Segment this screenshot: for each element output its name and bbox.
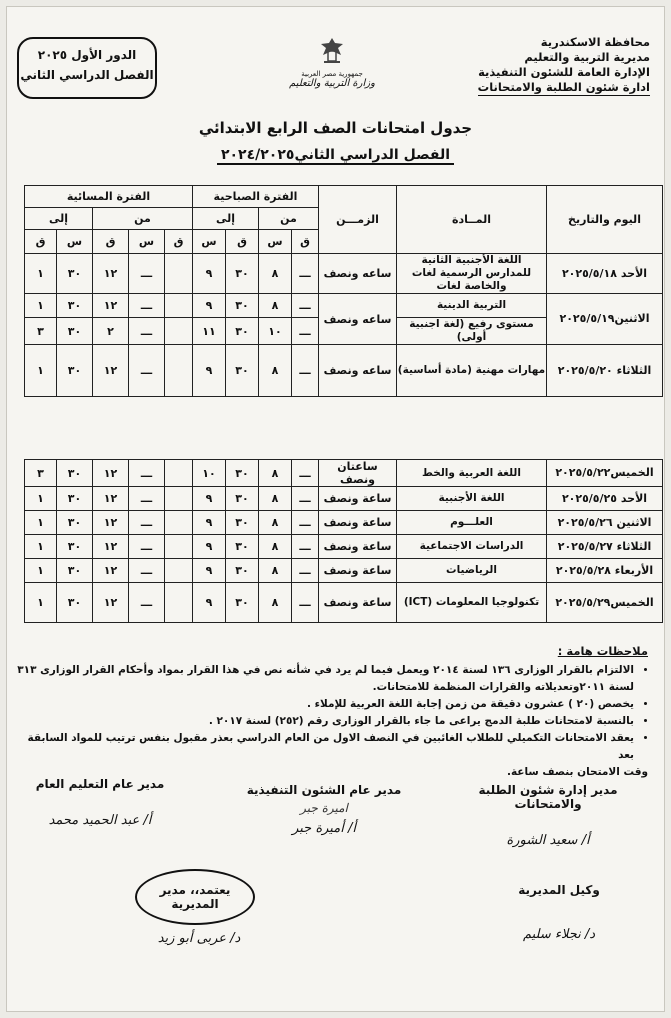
admin-line: الإدارة العامة للشئون التنفيذية — [478, 65, 650, 79]
table-row — [25, 559, 663, 583]
cell: ٣٠ — [226, 294, 259, 318]
signature-scribble: اميرة جبر — [300, 801, 348, 815]
cell: ٣٠ — [57, 535, 93, 559]
note-tail: وقت الامتحان بنصف ساعة. — [506, 766, 648, 778]
row-duration: ساعة ونصف — [319, 511, 397, 535]
row-duration: ساعة ونصف — [319, 487, 397, 511]
cell: ١٢ — [93, 345, 129, 397]
department-line: ادارة شئون الطلبة والامتحانات — [477, 80, 650, 94]
note-item: • الالتزام بالقرار الوزارى ١٣٦ لسنة ٢٠١٤ ويعمل فيما لم يرد في شأنه نص في هذا القرار بمواد وأحكام القرار الوزارى ٣١٣ لسنة ٢٠١١وتعديلاته والقرارات المنظمة للامتحانات. — [8, 662, 634, 696]
cell: ٨ — [259, 583, 292, 623]
header-evening-from: من — [93, 208, 193, 230]
eagle-icon — [317, 35, 347, 65]
cell: ٣٠ — [57, 460, 93, 487]
cell: ـــ — [129, 294, 165, 318]
cell: ـــ — [129, 511, 165, 535]
row-subject: العلـــوم — [397, 511, 547, 535]
directorate-line: مديرية التربية والتعليم — [524, 50, 650, 64]
cell: ١٢ — [93, 583, 129, 623]
header-q: ق — [93, 230, 129, 254]
cell: ـــ — [292, 559, 319, 583]
cell: ٨ — [259, 294, 292, 318]
cell: ٢ — [93, 318, 129, 345]
semester-label: الفصل الدراسي الثاني — [20, 68, 154, 82]
cell: ٩ — [193, 254, 226, 294]
row-date: الاثنين٢٠٢٥/٥/١٩ — [547, 294, 663, 345]
signature-title: مدير عام الشئون التنفيذية — [246, 783, 402, 797]
signature-director — [119, 925, 279, 946]
cell: ـــ — [292, 535, 319, 559]
cell: ٩ — [193, 487, 226, 511]
exam-table-first — [24, 185, 663, 397]
table-row — [25, 254, 663, 294]
cell: ٩ — [193, 345, 226, 397]
cell — [165, 559, 193, 583]
header-s: س — [57, 230, 93, 254]
row-date: الأربعاء ٢٠٢٥/٥/٢٨ — [547, 559, 663, 583]
table-row — [25, 460, 663, 487]
cell: ٣٠ — [57, 318, 93, 345]
row-subject: التربية الدينية — [397, 294, 547, 318]
note-item: • يعقد الامتحانات التكميلي للطلاب الغائبين في النصف الاول من العام الدراسي بعذر مقبول بنفس ترتيب للمواد السابقة بعد — [8, 730, 634, 764]
signature-title: مدير إدارة شئون الطلبة والامتحانات — [478, 783, 618, 811]
row-subject: اللغة الأجنبية — [397, 487, 547, 511]
cell: ١٢ — [93, 460, 129, 487]
emblem-script: وزارة التربية والتعليم — [289, 78, 375, 89]
row-subject: تكنولوجيا المعلومات (ICT) — [397, 583, 547, 623]
cell: ١٢ — [93, 294, 129, 318]
row-duration: ساعة ونصف — [319, 535, 397, 559]
row-subject: الدراسات الاجتماعية — [397, 535, 547, 559]
governorate-line: محافظة الاسكندرية — [540, 35, 650, 49]
cell: ٣٠ — [226, 487, 259, 511]
cell — [165, 487, 193, 511]
note-item: • يخصص (٢٠ ) عشرون دقيقة من زمن إجابة اللغة العربية للإملاء . — [8, 696, 634, 713]
cell — [165, 535, 193, 559]
cell: ٨ — [259, 511, 292, 535]
row-date: الأحد ٢٠٢٥/٥/٢٥ — [547, 487, 663, 511]
header-evening-to: إلى — [25, 208, 93, 230]
subtitle-text: الفصل الدراسي الثاني٢٠٢٤/٢٠٢٥ — [217, 147, 454, 165]
header-day-date: اليوم والتاريخ — [547, 186, 663, 254]
row-duration: ساعه ونصف — [319, 254, 397, 294]
row-subject: اللغة الأجنبية الثانية للمدارس الرسمية لغات والخاصة لغات — [397, 254, 547, 294]
cell — [165, 511, 193, 535]
cell: ـــ — [292, 511, 319, 535]
signature-name: أ/ عبد الحميد محمد — [48, 813, 152, 828]
header-s: س — [193, 230, 226, 254]
signature-executive-affairs — [229, 783, 419, 836]
cell: ١٢ — [93, 511, 129, 535]
cell — [165, 345, 193, 397]
cell: ـــ — [292, 460, 319, 487]
cell: ٣٠ — [226, 254, 259, 294]
cell: ٩ — [193, 583, 226, 623]
header-q: ق — [226, 230, 259, 254]
approval-prefix: يعتمد،، — [190, 883, 231, 897]
header-evening: الفترة المسائية — [25, 186, 193, 208]
notes-title: ملاحظات هامة : — [557, 644, 648, 658]
cell: ١٢ — [93, 487, 129, 511]
cell: ـــ — [292, 345, 319, 397]
cell: ٨ — [259, 254, 292, 294]
signature-name: د/ نجلاء سليم — [522, 927, 596, 942]
ministry-header — [460, 35, 650, 96]
cell: ٩ — [193, 294, 226, 318]
row-subject: اللغة العربية والخط — [397, 460, 547, 487]
header-duration: الزمـــن — [319, 186, 397, 254]
page-title: جدول امتحانات الصف الرابع الابتدائي — [198, 119, 473, 137]
row-date: الأحد ٢٠٢٥/٥/١٨ — [547, 254, 663, 294]
cell: ١ — [25, 487, 57, 511]
cell: ٣٠ — [57, 345, 93, 397]
page-subtitle — [7, 147, 664, 163]
signature-name: أ/ أميرة جبر — [292, 821, 356, 836]
cell: ١ — [25, 559, 57, 583]
cell: ـــ — [292, 254, 319, 294]
emblem-caption: جمهورية مصر العربية — [301, 70, 363, 78]
cell — [165, 460, 193, 487]
cell: ـــ — [129, 318, 165, 345]
cell: ٣٠ — [57, 294, 93, 318]
cell: ـــ — [129, 535, 165, 559]
cell: ٣٠ — [57, 487, 93, 511]
cell: ٣٠ — [226, 559, 259, 583]
cell: ـــ — [129, 460, 165, 487]
cell — [165, 583, 193, 623]
cell: ١ — [25, 294, 57, 318]
notes-section — [8, 643, 648, 781]
cell: ـــ — [292, 318, 319, 345]
cell: ١٠ — [193, 460, 226, 487]
row-date: الثلاثاء ٢٠٢٥/٥/٢٠ — [547, 345, 663, 397]
cell: ٣٠ — [226, 511, 259, 535]
cell: ٣٠ — [226, 318, 259, 345]
cell: ٣٠ — [57, 511, 93, 535]
cell: ١ — [25, 535, 57, 559]
cell: ٨ — [259, 460, 292, 487]
cell: ٨ — [259, 559, 292, 583]
table-row — [25, 345, 663, 397]
table-row — [25, 535, 663, 559]
header-q: ق — [165, 230, 193, 254]
row-duration: ساعتان ونصف — [319, 460, 397, 487]
cell: ١ — [25, 583, 57, 623]
row-date: الخميس٢٠٢٥/٥/٢٢ — [547, 460, 663, 487]
signature-name: أ/ سعيد الشورة — [506, 833, 590, 848]
row-date: الخميس٢٠٢٥/٥/٢٩ — [547, 583, 663, 623]
row-subject: مستوى رفيع (لغة اجنبية أولى) — [397, 318, 547, 345]
cell: ٣٠ — [57, 583, 93, 623]
cell: ٨ — [259, 345, 292, 397]
cell: ٨ — [259, 535, 292, 559]
cell: ٨ — [259, 487, 292, 511]
cell: ١٠ — [259, 318, 292, 345]
cell: ـــ — [292, 487, 319, 511]
note-item: • بالنسبة لامتحانات طلبة الدمج يراعى ما جاء بالقرار الوزارى رقم (٢٥٢) لسنة ٢٠١٧ . — [8, 713, 634, 730]
cell — [165, 294, 193, 318]
row-date: الثلاثاء ٢٠٢٥/٥/٢٧ — [547, 535, 663, 559]
cell: ـــ — [129, 345, 165, 397]
header-morning-to: إلى — [193, 208, 259, 230]
cell: ـــ — [292, 583, 319, 623]
cell: ١ — [25, 254, 57, 294]
cell: ٩ — [193, 511, 226, 535]
row-date: الاثنين ٢٠٢٥/٥/٢٦ — [547, 511, 663, 535]
cell: ١٢ — [93, 535, 129, 559]
cell: ٣٠ — [226, 583, 259, 623]
signature-title: مدير عام التعليم العام — [35, 777, 165, 791]
row-subject: الرياضيات — [397, 559, 547, 583]
row-duration: ساعه ونصف — [319, 294, 397, 345]
cell: ٣٠ — [226, 345, 259, 397]
table-row — [25, 511, 663, 535]
cell: ٣ — [25, 318, 57, 345]
cell: ٣٠ — [57, 559, 93, 583]
cell: ١٢ — [93, 559, 129, 583]
signature-title: وكيل المديرية — [518, 883, 600, 897]
header-s: س — [129, 230, 165, 254]
session-label: الدور الأول ٢٠٢٥ — [37, 48, 137, 62]
approval-title: مدير المديرية — [159, 883, 219, 911]
cell: ـــ — [129, 487, 165, 511]
cell: ـــ — [129, 559, 165, 583]
header-s: س — [259, 230, 292, 254]
signature-deputy — [484, 883, 634, 942]
cell: ١١ — [193, 318, 226, 345]
signature-general-education — [15, 777, 185, 828]
header-subject: المــادة — [397, 186, 547, 254]
table-row — [25, 294, 663, 318]
signature-students-affairs — [448, 783, 648, 848]
table-row — [25, 487, 663, 511]
cell: ٩ — [193, 535, 226, 559]
cell — [165, 254, 193, 294]
header-q: ق — [292, 230, 319, 254]
cell: ٣ — [25, 460, 57, 487]
table-row — [25, 583, 663, 623]
cell: ١٢ — [93, 254, 129, 294]
header-morning: الفترة الصباحية — [193, 186, 319, 208]
emblem — [282, 35, 382, 95]
cell: ـــ — [129, 583, 165, 623]
cell: ٣٠ — [57, 254, 93, 294]
header-morning-from: من — [259, 208, 319, 230]
cell: ـــ — [292, 294, 319, 318]
row-duration: ساعه ونصف — [319, 345, 397, 397]
cell: ١ — [25, 511, 57, 535]
cell: ٩ — [193, 559, 226, 583]
cell — [165, 318, 193, 345]
cell: ـــ — [129, 254, 165, 294]
approval-stamp — [135, 869, 255, 925]
row-subject: مهارات مهنية (مادة أساسية) — [397, 345, 547, 397]
header-q: ق — [25, 230, 57, 254]
cell: ١ — [25, 345, 57, 397]
cell: ٣٠ — [226, 535, 259, 559]
cell: ٣٠ — [226, 460, 259, 487]
session-box — [17, 37, 157, 99]
exam-table-second — [24, 459, 663, 623]
row-duration: ساعة ونصف — [319, 583, 397, 623]
row-duration: ساعة ونصف — [319, 559, 397, 583]
signature-name: د/ عربى أبو زيد — [157, 931, 241, 946]
document-page — [6, 6, 665, 1012]
